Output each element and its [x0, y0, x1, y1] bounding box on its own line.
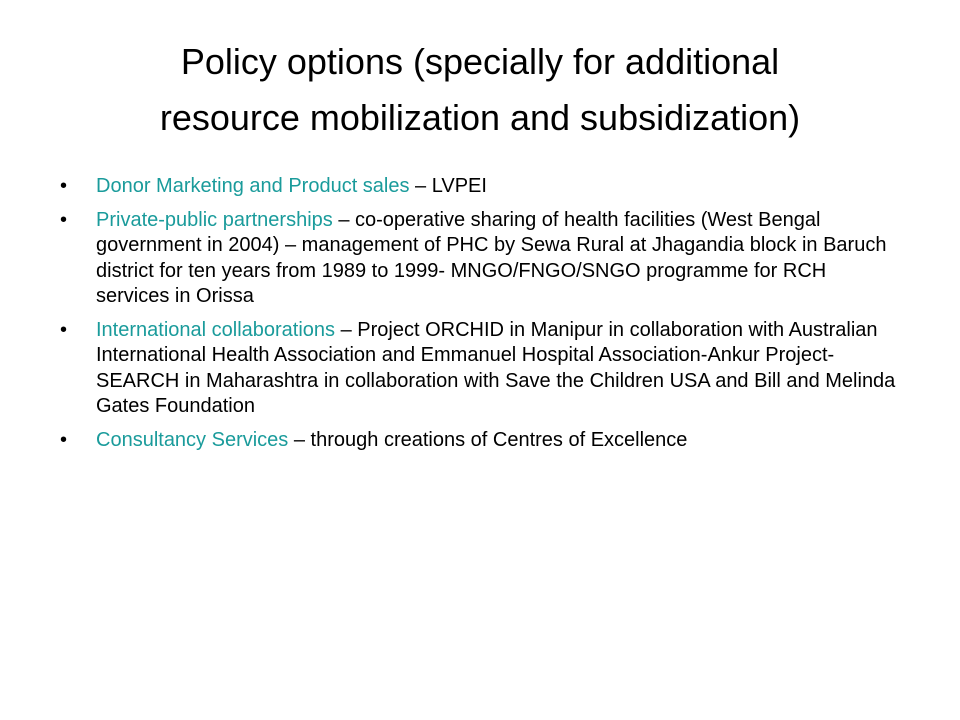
bullet-heading: Donor Marketing and Product sales: [96, 175, 410, 197]
slide-title: [60, 34, 900, 146]
bullet-item-international: [60, 318, 900, 420]
bullet-item-consultancy: [60, 428, 900, 454]
bullet-list: [60, 174, 900, 461]
bullet-text: – LVPEI: [409, 175, 487, 197]
slide-title-line-2: resource mobilization and subsidization): [159, 97, 801, 138]
bullet-dot-icon: •: [60, 318, 68, 341]
bullet-dot-icon: •: [60, 208, 68, 231]
bullet-item-donor-marketing: [60, 174, 900, 200]
slide-title-line-1: Policy options (specially for additional: [180, 41, 780, 82]
bullet-heading: Private-public partnerships: [96, 208, 333, 231]
bullet-text: – co-operative sharing of health facilities (West Bengal government in 2004) – management of PHC by Sewa Rural at Jhagandia block in Baruch district for ten years from 1989 to 1999- MNGO/FNGO/SNGO programme for RCH services in Orissa: [96, 208, 887, 307]
bullet-text: – through creations of Centres of Excellence: [288, 428, 688, 451]
bullet-dot-icon: •: [60, 428, 68, 451]
bullet-item-private-public: [60, 208, 900, 310]
bullet-heading: Consultancy Services: [96, 428, 289, 451]
bullet-heading: International collaborations: [96, 318, 336, 341]
bullet-text: – Project ORCHID in Manipur in collaboration with Australian International Health Association and Emmanuel Hospital Association-Ankur Project-SEARCH in Maharashtra in collaboration with Save the Children USA and Bill and Melinda Gates Foundation: [96, 318, 896, 417]
bullet-dot-icon: •: [60, 175, 68, 197]
